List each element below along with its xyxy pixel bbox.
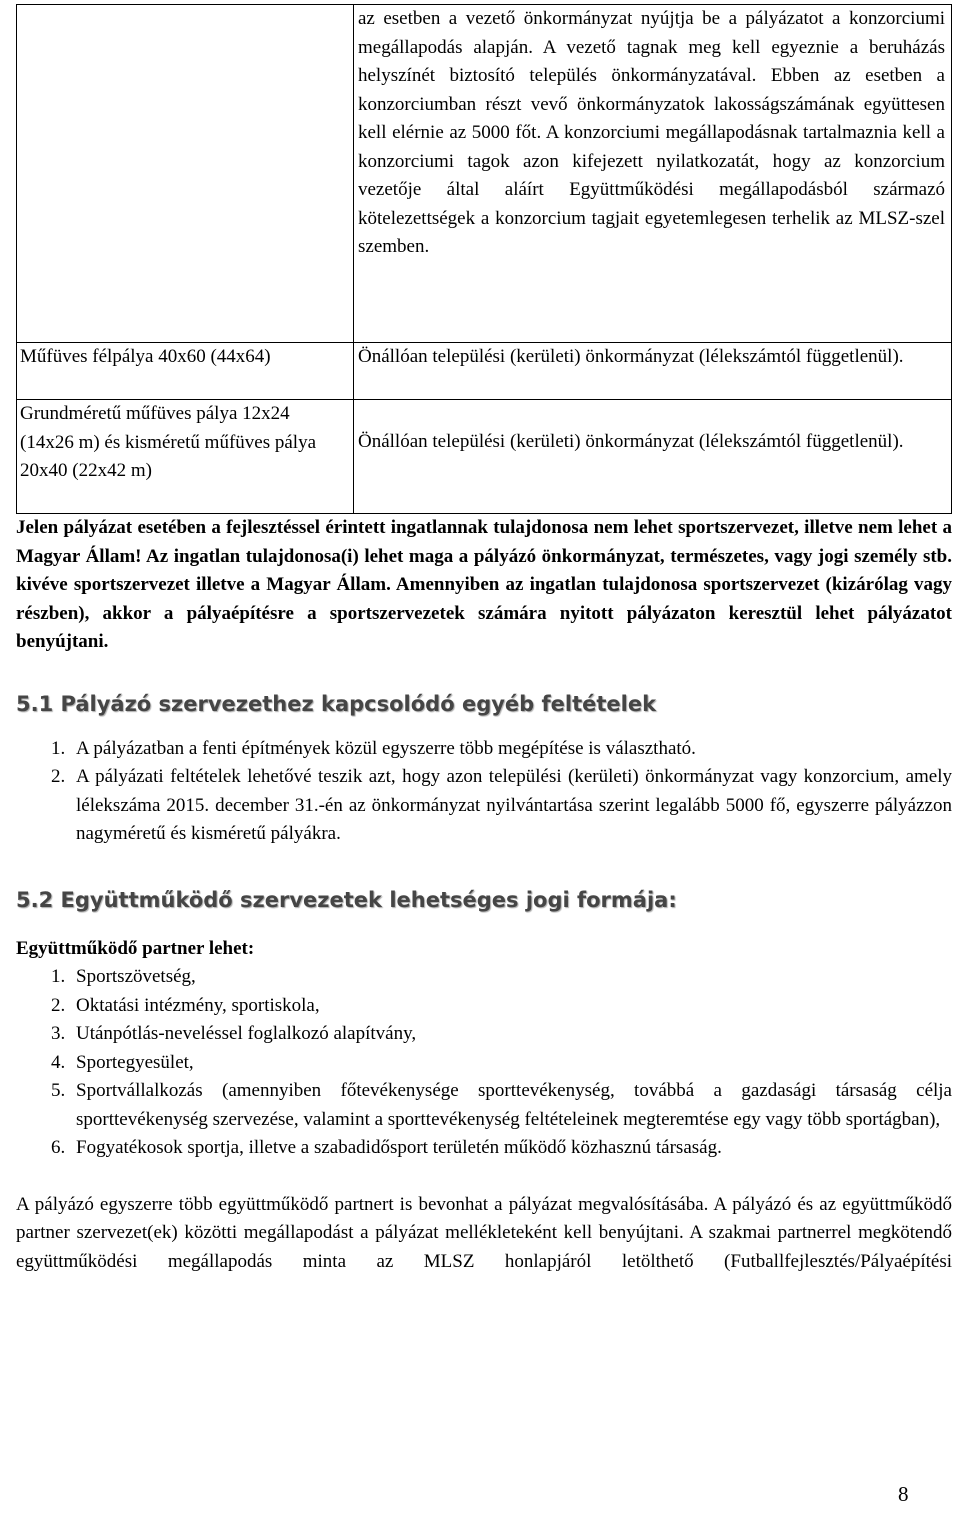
table-cell-left — [17, 400, 354, 514]
closing-paragraph: A pályázó egyszerre több együttműködő partnert is bevonhat a pályázat megvalósításába. A pályázó és az együttműködő partner szervezet(ek) közötti megállapodást a pályázat mellékleteként kell benyújtani. A szakmai partnerrel megkötendő együttműködési megállapodás minta az MLSZ honlapjáról letölthető (Futballfejlesztés/Pályaépítési — [16, 1193, 952, 1272]
list-text: A pályázati feltételek lehetővé teszik azt, hogy azon települési (kerületi) önkormányzat vagy konzorcium, amely lélekszáma 2015. december 31.-én az önkormányzat nyilvántartása szerint legalább 5000 fő, egyszerre pályázzon nagyméretű és kisméretű pályákra. — [76, 766, 952, 844]
ownership-exception: kivéve sportszervezet illetve a Magyar Állam. — [16, 574, 391, 595]
eligible-applicant-text: Önállóan települési (kerületi) önkormányzat (lélekszámtól függetlenül). — [358, 346, 904, 367]
partner-label: Együttműködő partner lehet: — [16, 937, 255, 959]
list-number: 2. — [51, 994, 66, 1016]
pitch-type-label: Grundméretű műfüves pálya 12x24 (14x26 m) és kisméretű műfüves pálya 20x40 (22x42 m) — [20, 403, 317, 481]
eligible-applicant-text: Önállóan települési (kerületi) önkormányzat (lélekszámtól függetlenül). — [358, 431, 904, 452]
list-number: 3. — [51, 1023, 66, 1044]
section-number: 5.1 — [16, 691, 54, 716]
table-cell-left — [17, 343, 354, 400]
list-number: 5. — [51, 1080, 66, 1101]
list-item — [16, 763, 952, 849]
table-cell-left — [17, 5, 354, 343]
table-row — [17, 400, 952, 514]
table-row — [17, 343, 952, 400]
list-number: 4. — [51, 1051, 66, 1073]
table-cell-right — [354, 400, 952, 514]
list-item — [16, 1077, 952, 1134]
list-text: Sportegyesület, — [76, 1051, 194, 1073]
list-item — [16, 1134, 952, 1163]
list-item — [16, 1049, 952, 1078]
list-item — [16, 735, 952, 764]
list-text: A pályázatban a fenti építmények közül egyszerre több megépítése is választható. — [76, 737, 696, 759]
section-number: 5.2 — [16, 887, 54, 912]
list-text: Oktatási intézmény, sportiskola, — [76, 994, 320, 1016]
pitch-type-label: Műfüves félpálya 40x60 (44x64) — [20, 346, 271, 367]
list-number: 1. — [51, 737, 66, 759]
list-text: Utánpótlás-neveléssel foglalkozó alapítvány, — [76, 1023, 417, 1044]
page-number: 8 — [898, 1482, 909, 1506]
section-heading-5-1 — [16, 690, 952, 718]
table-cell-right — [354, 5, 952, 343]
list-item — [16, 1020, 952, 1049]
ownership-restriction: Jelen pályázat esetében a fejlesztéssel érintett ingatlannak tulajdonosa nem lehet sportszervezet, illetve nem lehet a Magyar Állam! — [16, 517, 952, 567]
list-text: Sportszövetség, — [76, 966, 196, 987]
section-title: Pályázó szervezethez kapcsolódó egyéb feltételek — [53, 691, 657, 716]
list-number: 6. — [51, 1137, 66, 1158]
ownership-allowed: Az ingatlan tulajdonosa(i) lehet maga a pályázó önkormányzat, természetes, vagy jogi személy stb. — [141, 545, 952, 567]
table-cell-right — [354, 343, 952, 400]
list-number: 1. — [51, 966, 66, 987]
consortium-text: az esetben a vezető önkormányzat nyújtja be a pályázatot a konzorciumi megállapodás alapján. A vezető tagnak meg kell egyeznie a beruházás helyszínét biztosító település önkormányzatával. Ebben az esetben a konzorciumban részt vevő önkormányzatok lakosságszámának együttesen kell elérnie az 5000 főt. A konzorciumi megállapodásnak tartalmaznia kell a konzorciumi tagok azon kifejezett nyilatkozatát, hogy az konzorcium vezetője által aláírt Együttműködési megállapodásból származó kötelezettségek a konzorcium tagjait egyetemlegesen terhelik az MLSZ-szel szemben. — [358, 8, 945, 257]
list-text: Fogyatékosok sportja, illetve a szabadidősport területén működő közhasznú társaság. — [76, 1137, 722, 1158]
partner-list — [16, 963, 952, 1163]
eligibility-table — [16, 4, 952, 514]
ownership-sport-organization: Amennyiben az ingatlan tulajdonosa sportszervezet (kizárólag vagy részben), akkor a pályaépítésre a sportszervezetek számára nyitott pályázaton keresztül lehet pályázatot benyújtani. — [16, 574, 952, 652]
table-row — [17, 5, 952, 343]
document-page — [16, 4, 952, 1276]
conditions-list — [16, 735, 952, 849]
section-heading-5-2 — [16, 886, 952, 914]
list-number: 2. — [51, 766, 66, 787]
list-item — [16, 992, 952, 1021]
section-title: Együttműködő szervezetek lehetséges jogi formája: — [53, 887, 677, 912]
list-item — [16, 963, 952, 992]
list-text: Sportvállalkozás (amennyiben főtevékenysége sporttevékenység, továbbá a gazdasági társaság célja sporttevékenység szervezése, valamint a sporttevékenység feltételeinek megteremtése egy vagy több sportágban), — [76, 1080, 952, 1130]
ownership-paragraph — [16, 514, 952, 657]
